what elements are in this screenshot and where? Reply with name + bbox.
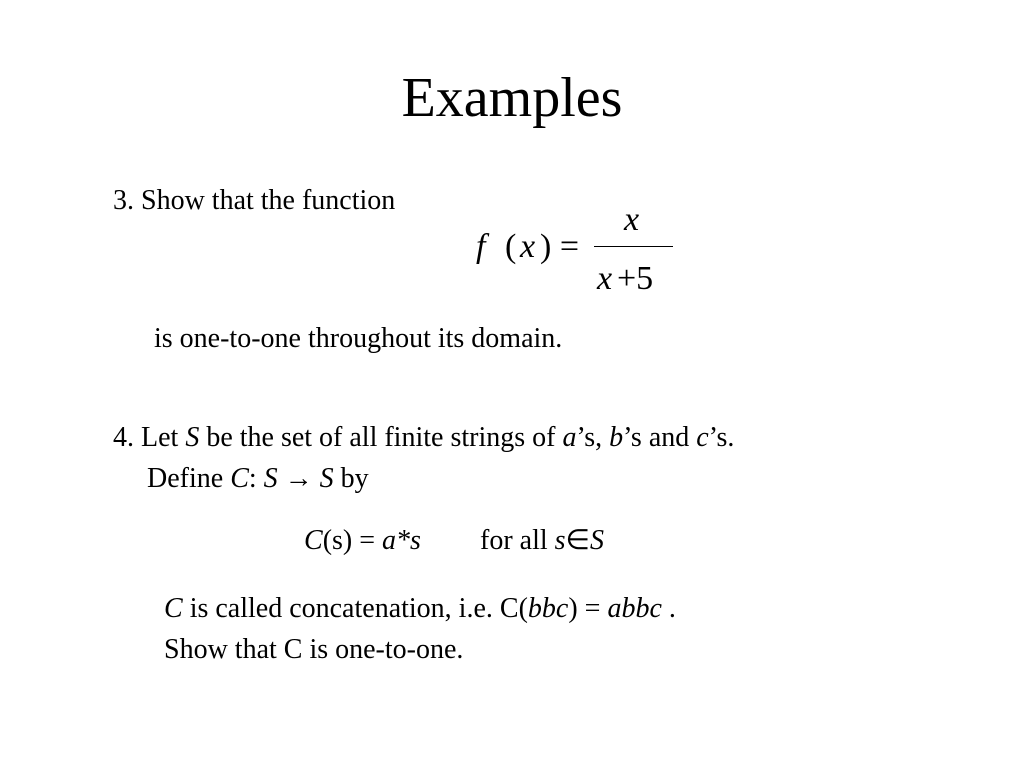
example-3-intro: 3. Show that the function — [113, 185, 396, 216]
colon: : — [248, 463, 264, 494]
forall-text: for all — [480, 525, 555, 556]
example-4-note-1 — [164, 592, 676, 626]
arrow-symbol: → — [277, 463, 320, 494]
formula-x: x — [520, 228, 536, 265]
example-4-rule — [304, 524, 421, 558]
example-4-quantifier — [480, 524, 604, 558]
by-word: by — [333, 463, 369, 494]
slide-title: Examples — [401, 67, 623, 129]
note-end: . — [661, 593, 676, 624]
note-bbc: bbc — [527, 593, 569, 624]
note-text: is called concatenation, i.e. C( — [182, 593, 528, 624]
define-word: Define — [147, 463, 231, 494]
line1-prefix: 4. Let — [113, 422, 186, 453]
line1-end: ’s. — [708, 422, 735, 453]
function-C: C — [230, 463, 249, 494]
formula-rparen-equals: ) = — [540, 228, 579, 265]
example-4-line-1 — [113, 421, 734, 455]
rule-C: C — [304, 525, 323, 556]
formula-denominator-rest: +5 — [617, 260, 654, 297]
formula-f: f — [476, 228, 486, 265]
note-C: C — [164, 593, 183, 624]
line1-sep1: ’s, — [576, 422, 610, 453]
example-4-note-2: Show that C is one-to-one. — [164, 634, 464, 665]
letter-a: a — [562, 422, 577, 453]
note-eq: ) = — [568, 593, 608, 624]
formula-denominator-x: x — [597, 260, 613, 297]
domain-S: S — [263, 463, 278, 494]
quantifier-S: S — [589, 525, 604, 556]
rule-expr: a*s — [382, 525, 421, 556]
rule-arg: (s) = — [322, 525, 383, 556]
set-S: S — [185, 422, 200, 453]
example-4-line-2 — [147, 462, 369, 496]
note-abbc: abbc — [607, 593, 662, 624]
line1-mid: be the set of all finite strings of — [199, 422, 563, 453]
codomain-S: S — [319, 463, 334, 494]
quantifier-s: s — [554, 525, 566, 556]
fraction-bar — [594, 246, 673, 247]
line1-sep2: ’s and — [623, 422, 697, 453]
element-of-symbol: ∈ — [565, 525, 590, 556]
example-3-conclusion: is one-to-one throughout its domain. — [154, 323, 563, 354]
formula-lparen: ( — [505, 228, 517, 265]
formula-numerator: x — [624, 201, 640, 238]
letter-b: b — [609, 422, 624, 453]
letter-c: c — [696, 422, 709, 453]
